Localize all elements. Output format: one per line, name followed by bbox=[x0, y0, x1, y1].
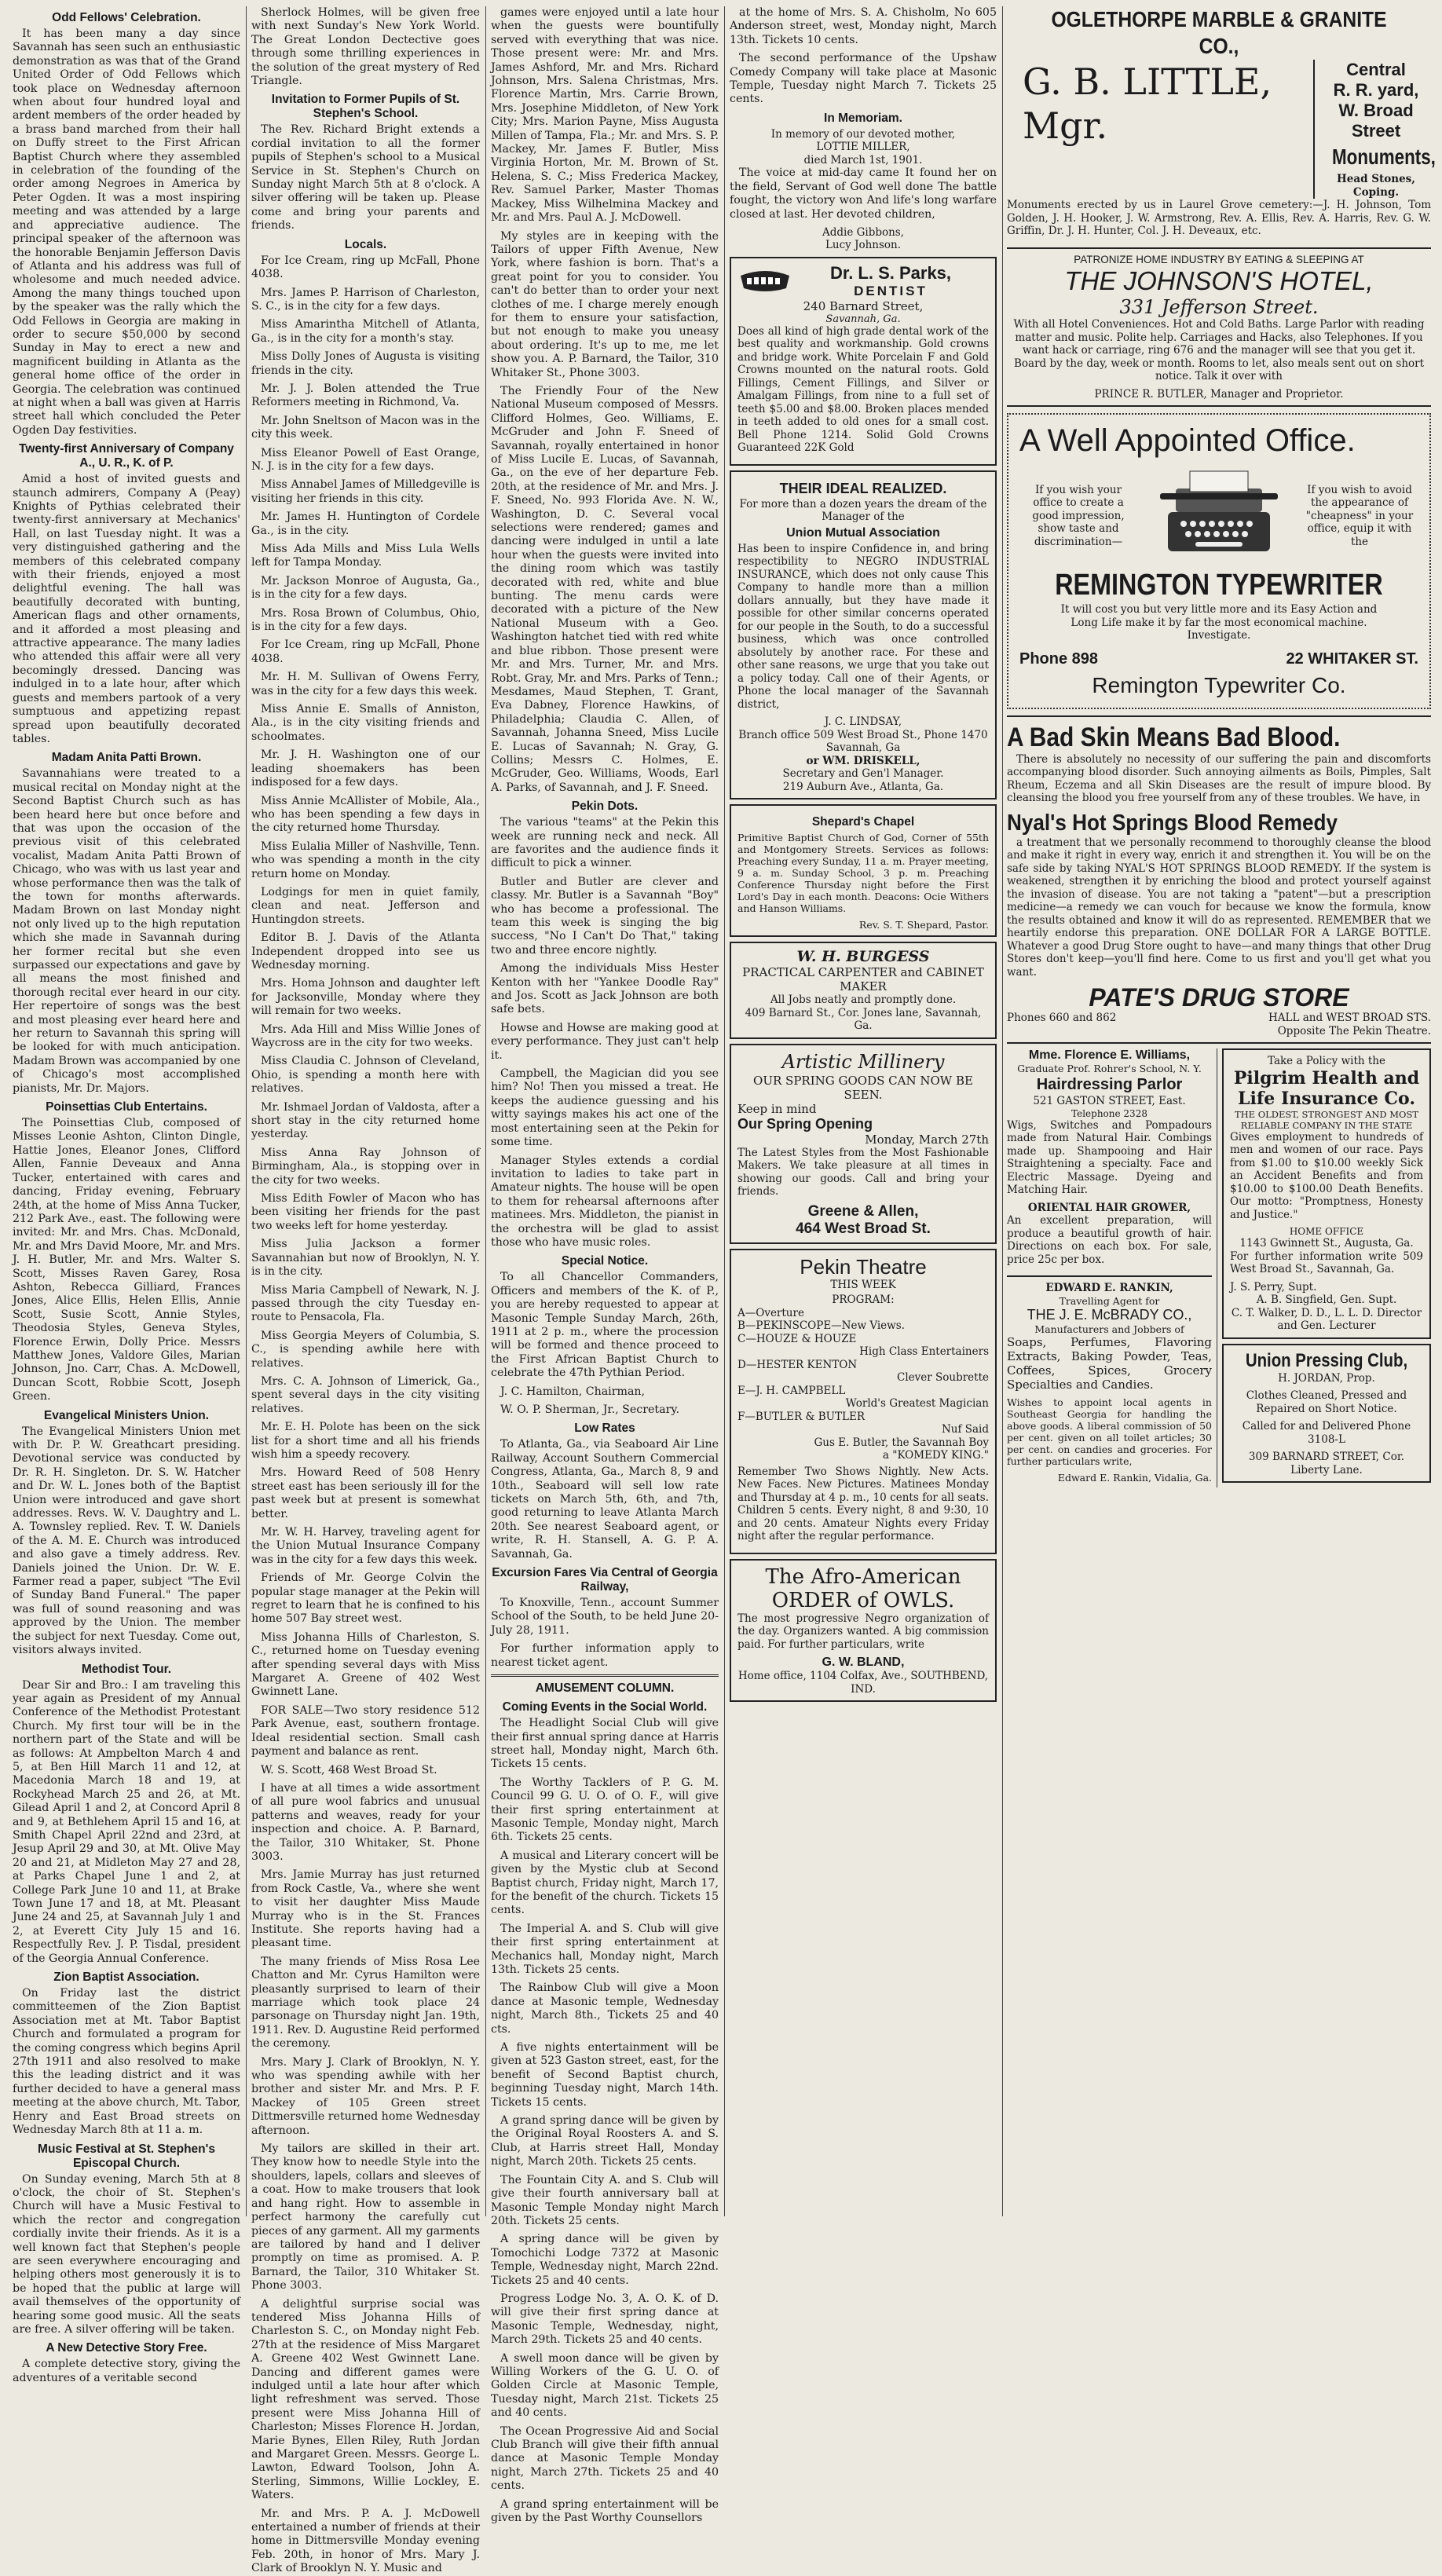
union-call: Called for and Delivered Phone 3108-L bbox=[1242, 1420, 1411, 1446]
pekin-program-item: Clever Soubrette bbox=[897, 1371, 989, 1385]
article-paragraph: Mr. W. H. Harvey, traveling agent for the Union Mutual Insurance Company was in the city for a few days this week. bbox=[251, 1526, 480, 1566]
union-mutual-ad bbox=[730, 470, 997, 800]
owls-title: The Afro-American ORDER of OWLS. bbox=[765, 1564, 961, 1612]
article-heading: Madam Anita Patti Brown. bbox=[51, 751, 202, 765]
article-paragraph: Miss Annabel James of Milledgeville is visiting her friends in this city. bbox=[251, 478, 480, 505]
oglethorpe-side-1: Central bbox=[1346, 60, 1406, 79]
pekin-program-item: Nuf Said bbox=[941, 1423, 989, 1436]
millinery-address: 464 West Broad St. bbox=[796, 1220, 931, 1237]
article-paragraph: Mr. Jackson Monroe of Augusta, Ga., is in the city for a few days. bbox=[251, 574, 480, 602]
article-paragraph: On Friday last the district committeemen of the Zion Baptist Association met at Mt. Tabor Baptist Church and formulated a program for the coming congress which begins April 27th 1911 and also resolved to make this the leading district and it was further decided to have a general mass meeting at the above church, Mt. Tabor, Henry and East Broad streets on Wednesday March 8th at 11 a. m. bbox=[13, 1987, 240, 2137]
ads-column bbox=[1004, 6, 1434, 2216]
article-paragraph: For further information apply to nearest ticket agent. bbox=[491, 1642, 719, 1669]
pilgrim-office-address: 1143 Gwinnett St., Augusta, Ga. bbox=[1239, 1237, 1414, 1250]
millinery-line2: Keep in mind bbox=[737, 1101, 817, 1116]
article-paragraph: Mrs. Ada Hill and Miss Willie Jones of Waycross are in the city for two weeks. bbox=[251, 1023, 480, 1049]
ideal-heading: THEIR IDEAL REALIZED. bbox=[779, 480, 947, 496]
dentist-title: DENTIST bbox=[854, 283, 928, 298]
williams-grower: ORIENTAL HAIR GROWER, bbox=[1027, 1201, 1191, 1214]
rankin-sub: Manufacturers and Jobbers of bbox=[1034, 1323, 1184, 1335]
millinery-line1: OUR SPRING GOODS CAN NOW BE SEEN. bbox=[753, 1073, 973, 1102]
badskin-headline: A Bad Skin Means Bad Blood. bbox=[1007, 722, 1341, 752]
article-heading: In Memoriam. bbox=[824, 111, 902, 125]
article-paragraph: Editor B. J. Davis of the Atlanta Independent dropped into see us Wednesday morning. bbox=[251, 931, 480, 971]
badskin-remedy: Nyal's Hot Springs Blood Remedy bbox=[1007, 810, 1338, 836]
millinery-opening: Our Spring Opening bbox=[737, 1115, 873, 1132]
pekin-program-item: C—HOUZE & HOUZE bbox=[737, 1332, 857, 1345]
remington-left-copy: If you wish your office to create a good impression, show taste and discrimination— bbox=[1032, 483, 1125, 548]
column-rule bbox=[1002, 6, 1003, 2216]
article-paragraph: The Imperial A. and S. Club will give their first spring entertainment at Mechanics hall, Monday night, March 13th. Tickets 25 cents. bbox=[491, 1922, 719, 1976]
pekin-program-item: E—J. H. CAMPBELL bbox=[737, 1384, 846, 1397]
union-prop: H. JORDAN, Prop. bbox=[1278, 1371, 1375, 1385]
article-heading: Evangelical Ministers Union. bbox=[43, 1408, 210, 1422]
article-paragraph: To Knoxville, Tenn., account Summer School of the South, to be held June 20-July 28, 1911. bbox=[491, 1597, 719, 1637]
williams-grower-body: An excellent preparation, will produce a beautiful growth of hair. Directions on each box. For sale, price 25c per box. bbox=[1007, 1214, 1212, 1266]
union-name: Union Pressing Club, bbox=[1245, 1349, 1408, 1371]
article-paragraph: Progress Lodge No. 3, A. O. K. of D. will give their first spring dance at Masonic Temple, Wednesday, night, March 29th. Tickets 25 and 40 cents. bbox=[491, 2292, 719, 2347]
union-pressing-club-ad bbox=[1222, 1344, 1431, 1484]
oglethorpe-manager: G. B. LITTLE, Mgr. bbox=[1023, 60, 1272, 147]
williams-name: Mme. Florence E. Williams, bbox=[1028, 1048, 1191, 1062]
article-heading: Invitation to Former Pupils of St. Stephen's School. bbox=[271, 93, 460, 121]
article-paragraph: Miss Georgia Meyers of Columbia, S. C., is spending awhile here with relatives. bbox=[251, 1329, 480, 1370]
johnsons-body: With all Hotel Conveniences. Hot and Cold Baths. Large Parlor with reading matter and music. Polite help. Carriages and Hacks, also Telephones. If you want hack or carriage, ring 676 and the manager will see that you get it. Board by the day, week or month. Rooms to let, also meals sent out on short notice. Talk it over with bbox=[1013, 318, 1425, 382]
article-paragraph: Among the individuals Miss Hester Kenton with her "Yankee Doodle Ray" and Jos. Scott as Jack Johnson are both safe bets. bbox=[491, 962, 719, 1016]
burgess-trade: PRACTICAL CARPENTER and CABINET MAKER bbox=[742, 965, 984, 994]
news-column-3 bbox=[486, 6, 723, 2525]
article-paragraph: On Sunday evening, March 5th at 8 o'clock, the choir of St. Stephen's Church will have a Music Festival to which the rector and congregation cordially invite their friends. As it is a well known fact that Stephen's people are seen everywhere encouraging and helping others most generously it is to be hoped that the public at large will avail themselves of the opportunity of hearing some good music. All the seats are free. A silver offering will be taken. bbox=[13, 2172, 240, 2336]
remington-body: It will cost you but very little more and its Easy Action and Long Life make it by far the most economical machine. Investigate. bbox=[1060, 603, 1378, 642]
oglethorpe-side-2: R. R. yard, bbox=[1333, 80, 1419, 100]
ideal-company: Union Mutual Association bbox=[786, 525, 940, 540]
article-paragraph: Mr. and Mrs. P. A. J. McDowell entertained a number of friends at their home in Dittmersville Monday evening Feb. 20th, in honor of Mrs. Mary J. Clark of Brooklyn N. Y. Music and bbox=[251, 2507, 480, 2575]
centered-line: Addie Gibbons, bbox=[822, 225, 905, 239]
article-paragraph: A musical and Literary concert will be given by the Mystic club at Second Baptist church, Friday night, March 17, for the benefit of the church. Tickets 15 cents. bbox=[491, 1849, 719, 1917]
centered-line: Lucy Johnson. bbox=[825, 239, 902, 252]
article-paragraph: Mrs. Rosa Brown of Columbus, Ohio, is in the city for a few days. bbox=[251, 606, 480, 634]
dentist-address: 240 Barnard Street, bbox=[803, 298, 924, 313]
dentist-city: Savannah, Ga. bbox=[825, 313, 901, 325]
article-heading: Zion Baptist Association. bbox=[53, 1970, 199, 1985]
rankin-sign: Edward E. Rankin, Vidalia, Ga. bbox=[1057, 1471, 1212, 1484]
article-paragraph: J. C. Hamilton, Chairman, bbox=[500, 1385, 646, 1398]
rankin-firm: THE J. E. McBRADY CO., bbox=[1027, 1306, 1192, 1323]
article-paragraph: A grand spring dance will be given by the Original Royal Roosters A. and S. Club, at Harris street Hall, Monday night, March 20th. Tickets 25 cents. bbox=[491, 2114, 719, 2168]
article-paragraph: games were enjoyed until a late hour when the guests were bountifully served with everything that was nice. Those present were: Mr. and Mrs. James Ashford, Mr. and Mrs. Richard Johnson, Mrs. Salena Christmas, Mrs. Florence Martin, Mrs. Carrie Brown, Mrs. Josephine Middleton, of New York City; Mrs. Marion Payne, Miss Augusta Millen of Tampa, Fla.; Mr. and Mrs. S. P. Mackey, Mr. James F. Butler, Miss Virginia Horton, Mr. M. Brown of St. Helena, S. C.; Miss Frederica Mackey, Rev. Samuel Parker, Master Thomas Mackey, Miss Wilhelmina Mackey and Mr. and Mrs. Paul A. J. McDowell. bbox=[491, 6, 719, 225]
article-paragraph: A complete detective story, giving the adventures of a veritable second bbox=[13, 2358, 240, 2384]
johnsons-address: 331 Jefferson Street. bbox=[1119, 296, 1319, 318]
ideal-or: or WM. DRISKELL, bbox=[806, 754, 920, 767]
article-paragraph: The Poinsettias Club, composed of Misses Leonie Ashton, Clinton Dingle, Hattie Jones, Eleanor Jones, Clifford Allen, Fannie Deveaux and Anna Tucker, entertained with cares and dancing, Friday evening, February 24th, at the home of Miss Anna Tucker, 212 Park Ave., east. The following were invited: Mr. and Mrs. Chas. McDonald, Mr. and Mrs David Moore, Mr. and Mrs. J. H. Butler, Mr. and Mrs. Walter S. Scott, Misses Raven Garey, Rosa Ashton, Rebecca Gilliard, Frances Jones, Alice Ellis, Helen Ellis, Annie Scott, Susie Scott, Annie Styles, Theodosia Styles, Geneva Styles, Florence Erwin, Dolly Price. Messrs Matthew Jones, Valdore Giles, Marian Johnson, Jno. Carr, Chas. A. McDowell, Duncan Scott, Robbie Scott, Joseph Green. bbox=[13, 1117, 240, 1403]
millinery-date: Monday, March 27th bbox=[865, 1132, 989, 1147]
article-paragraph: The many friends of Miss Rosa Lee Chatton and Mr. Cyrus Hamilton were pleasantly surprised to learn of their marriage which took place 24 parsonage on Thursday night Jan. 19th, 1911. Rev. D. Augustine Reid performed the ceremony. bbox=[251, 1955, 480, 2051]
remington-name: REMINGTON TYPEWRITER bbox=[1055, 569, 1383, 602]
owls-name: G. W. BLAND, bbox=[822, 1656, 905, 1670]
pilgrim-body: Gives employment to hundreds of men and women of our race. Pays from $1.00 to $10.00 weekly Sick an Accident Benefits and from $10.00 to $100.00 Death Benefits. Our motto: "Promptness, Honesty and Justice." bbox=[1230, 1130, 1423, 1221]
article-paragraph: The Evangelical Ministers Union met with Dr. P. W. Greathcart presiding. Devotional service was conducted by Dr. R. H. Singleton. Dr. S. W. Hatcher and Dr. W. L. Jones both of the Baptist Union were introduced and gave short addresses. Revs. W. V. Daughtry and L. A. Townsley replied. Rev. T. W. Daniels of the A. M. E. Church was introduced and also gave a timely address. Rev. Daniels joined the Union. Dr. W. E. Farmer read a paper, subject "The Evil of Sunday Band Funeral." The paper was full of sound reasoning and was approved by the Union. The member the subject for next Tuesday. Come out, visitors always invited. bbox=[13, 1425, 240, 1657]
burgess-name: W. H. BURGESS bbox=[796, 948, 930, 966]
article-paragraph: Miss Eulalia Miller of Nashville, Tenn. who was spending a month in the city return home on Monday. bbox=[251, 840, 480, 880]
ideal-manager: J. C. LINDSAY, bbox=[824, 715, 902, 729]
article-paragraph: Miss Dolly Jones of Augusta is visiting friends in the city. bbox=[251, 350, 480, 377]
article-heading: Excursion Fares Via Central of Georgia Railway, bbox=[492, 1566, 718, 1594]
article-heading: Low Rates bbox=[574, 1422, 635, 1436]
williams-tel: Telephone 2328 bbox=[1071, 1107, 1147, 1119]
article-paragraph: Mr. E. H. Polote has been on the sick list for a short time and all his friends wish him a speedy recovery. bbox=[251, 1421, 480, 1461]
article-paragraph: Mrs. Homa Johnson and daughter left for Jacksonville, Monday where they will remain for two weeks. bbox=[251, 977, 480, 1018]
union-address: 309 BARNARD STREET, Cor. Liberty Lane. bbox=[1248, 1451, 1405, 1476]
johnsons-hotel-ad bbox=[1007, 249, 1431, 408]
article-paragraph: Mr. J. H. Washington one of our leading shoemakers has been indisposed for a few days. bbox=[251, 748, 480, 789]
ideal-body: Has been to inspire Confidence in, and bring respectibility to NEGRO INDUSTRIAL INSURANCE, which does not only cause This Company to handle more than a million dollars annually, but they have made it possible for other similar concerns operated for our people in the South, to do a successful business, which was once controlled absolutely by another race. For these and other sane reasons, we urge that you take out a policy today. Call one of their Agents, or Phone the local manager of the Savannah district, bbox=[737, 542, 989, 711]
owls-address: Home office, 1104 Colfax, Ave., SOUTHBEND, IND. bbox=[737, 1670, 989, 1696]
pekin-week: THIS WEEK bbox=[830, 1278, 896, 1291]
article-heading: Pekin Dots. bbox=[571, 800, 639, 814]
article-heading: A New Detective Story Free. bbox=[46, 2341, 207, 2355]
article-paragraph: It has been many a day since Savannah has seen such an enthusiastic demonstration as was that of the Grand United Order of Odd Fellows which took place on Wednesday afternoon when about four hundred loyal and ardent members of the order headed by a brass band marched from their hall on Duffy street to the First African Baptist Church where they assembled in celebration of the founding of the order among Negroes in America by Peter Ogden. It was a most inspiring meeting and was attended by a large and appreciative audience. The principal speaker of the afternoon was the honorable Benjamin Jefferson Davis of Atlanta and his address was full of wholesome and much needed advice. Among the many things touched upon by the speaker was the rally which the Odd Fellows in Georgia are making in order to secure $50,000 by second Sunday in May to erect a new and magnificent building in Atlanta as the general home office of the order in Georgia. The celebration was continued at night when a ball was given at Harris street hall which concluded the Peter Ogden Day festivities. bbox=[13, 27, 240, 437]
article-paragraph: FOR SALE—Two story residence 512 Park Avenue, east, southern frontage. Ideal residential section. Small cash payment and balance as rent. bbox=[251, 1703, 480, 1758]
williams-body: Wigs, Switches and Pompadours made from Natural Hair. Combings made up. Shampooing and Hair Straightening a specialty. Face and Electric Massage. Dyeing and Matching Hair. bbox=[1007, 1118, 1212, 1196]
article-paragraph: Mrs. Mary J. Clark of Brooklyn, N. Y. who was spending awhile with her brother and sister Mr. and Mrs. P. F. Mackey of 105 Green street Dittmersville returned home Wednesday afternoon. bbox=[251, 2055, 480, 2137]
article-heading: Music Festival at St. Stephen's Episcopal Church. bbox=[38, 2142, 215, 2170]
oglethorpe-body: Monuments erected by us in Laurel Grove cemetery:—J. H. Johnson, Tom Golden, J. H. Hooker, J. W. Armstrong, Rev. A. Ellis, Rev. A. Harris, Rev. G. W. Griffin, Dr. J. H. Hunter, Col. J. H. Deveaux, etc. bbox=[1007, 199, 1431, 237]
article-paragraph: A swell moon dance will be given by Willing Workers of the G. U. O. of Golden Circle at Masonic Temple, Tuesday night, March 21st. Tickets 25 and 40 cents. bbox=[491, 2351, 719, 2420]
news-column-4 bbox=[725, 6, 1001, 2216]
badskin-address-1: HALL and WEST BROAD STS. bbox=[1268, 1012, 1431, 1024]
centered-line: died March 1st, 1901. bbox=[803, 153, 923, 166]
article-paragraph: Miss Ada Mills and Miss Lula Wells left for Tampa Monday. bbox=[251, 543, 480, 569]
millinery-firm: Greene & Allen, bbox=[807, 1202, 919, 1220]
article-paragraph: A five nights entertainment will be given at 523 Gaston street, east, for the benefit of Second Baptist church, beginning Tuesday night, March 14th. Tickets 15 cents. bbox=[491, 2041, 719, 2109]
badskin-body1: There is absolutely no necessity of our suffering the pain and discomforts accompanying blood disorder. Such annoying ailments as Boils, Pimples, Salt Rheum, Eczema and all Skin Diseases are the result of impure blood. By cleansing the blood you free yourself from any of these troubles. We have, in bbox=[1007, 752, 1431, 804]
johnsons-title: THE JOHNSON'S HOTEL, bbox=[1064, 266, 1374, 295]
article-paragraph: Mrs. Howard Reed of 508 Henry street east has been seriously ill for the past week but at present is somewhat better. bbox=[251, 1466, 480, 1520]
ideal-secretary: Secretary and Gen'l Manager. bbox=[782, 767, 944, 781]
article-paragraph: The Rev. Richard Bright extends a cordial invitation to all the former pupils of Stephen's school to a Musical Service in St. Stephen's Church on Sunday night March 5th at 8 o'clock. A silver offering will be taken up. Please come and bring your parents and friends. bbox=[251, 123, 480, 232]
article-heading: Odd Fellows' Celebration. bbox=[52, 11, 201, 24]
article-paragraph: Miss Johanna Hills of Charleston, S. C., returned home on Tuesday evening after spending several days with Miss Margaret A. Greene of 402 West Gwinnett Lane. bbox=[251, 1630, 480, 1699]
article-paragraph: Mrs. C. A. Johnson of Limerick, Ga., spent several days in the city visiting relatives. bbox=[251, 1374, 480, 1415]
oglethorpe-side-3: W. Broad bbox=[1338, 101, 1414, 120]
pekin-program-item: A—Overture bbox=[737, 1306, 804, 1319]
article-paragraph: To all Chancellor Commanders, Officers and members of the K. of P., you are hereby requested to appear at Masonic Temple Sunday March, 26th, 1911 at 2 p. m., where the procession will be formed and thence proceed to the First African Baptist Church to celebrate the 47th Pythian Period. bbox=[491, 1271, 719, 1380]
burgess-ad bbox=[730, 942, 997, 1039]
pekin-program-item: Gus E. Butler, the Savannah Boy bbox=[814, 1436, 989, 1449]
newspaper-page bbox=[8, 6, 1436, 2575]
article-paragraph: Lodgings for men in quiet family, clean and neat. Jefferson and Huntingdon streets. bbox=[251, 885, 480, 926]
johnsons-owner: PRINCE R. BUTLER, Manager and Proprietor. bbox=[1094, 387, 1344, 401]
pilgrim-lead: Take a Policy with the bbox=[1268, 1055, 1385, 1067]
article-paragraph: at the home of Mrs. S. A. Chisholm, No 605 Anderson street, west, Monday night, March 13th. Tickets 10 cents. bbox=[730, 6, 997, 46]
pekin-theatre-ad bbox=[730, 1249, 997, 1554]
pekin-program-item: World's Greatest Magician bbox=[845, 1397, 989, 1411]
williams-address: 521 GASTON STREET, East. bbox=[1033, 1095, 1186, 1107]
badskin-phones: Phones 660 and 862 bbox=[1007, 1012, 1117, 1024]
rankin-ad bbox=[1007, 1277, 1212, 1484]
dentist-name: Dr. L. S. Parks, bbox=[829, 262, 952, 283]
article-heading: Coming Events in the Social World. bbox=[502, 1700, 708, 1714]
millinery-title: Artistic Millinery bbox=[781, 1050, 945, 1073]
teeth-icon bbox=[737, 268, 792, 295]
article-paragraph: Mr. John Sneltson of Macon was in the city this week. bbox=[251, 414, 480, 441]
pekin-title: Pekin Theatre bbox=[800, 1254, 927, 1279]
centered-line: In memory of our devoted mother, bbox=[770, 127, 956, 141]
ideal-hq: 219 Auburn Ave., Atlanta, Ga. bbox=[782, 780, 944, 793]
article-paragraph: A delightful surprise social was tendered Miss Johanna Hills of Charleston S. C., on Monday night Feb. 27th at the residence of Miss Margaret A. Greene 402 West Gwinnett Lane. Dancing and different games were indulged until a late hour after which light refreshment was served. Those present were Miss Johanna Hill of Charleston; Misses Florence H. Jordan, Marie Bynes, Ellen Riley, Ruth Jordan and Margaret Green. Messrs. George L. Lawton, Edward Toolson, John A. Sterling, Simmons, Willie Lockley, E. Waters. bbox=[251, 2297, 480, 2502]
article-paragraph: Dear Sir and Bro.: I am traveling this year again as President of my Annual Conference of the Methodist Protestant Church. My first tour will be in the northern part of the State and will be as follows: At Ampbelton March 4 and 5, at Ben Hill March 11 and 12, at Macedonia March 18 and 19, at Rockyhead March 25 and 26, at Mt. Gilead April 1 and 2, at Concord April 8 and 9, at Bethlehem April 15 and 16, at Smith Chapel April 22nd and 23rd, at Jesup April 29 and 30, at Mt. Olive May 20 and 21, at Midleton May 27 and 28, at Parks Chapel June 1 and 2, at College Park June 10 and 11, at Brake Town June 17 and 18, at Mt. Pleasant June 24 and 25, at Savannah July 1 and 2, at Everett City July 15 and 16. Respectfully Rev. J. P. Tisdal, president of the Georgia Annual Conference. bbox=[13, 1678, 240, 1965]
news-column-2 bbox=[247, 6, 485, 2575]
article-paragraph: I have at all times a wide assortment of all pure wool fabrics and unusual patterns and weaves, ready for your inspection and choice. A. P. Barnard, the Tailor, 310 Whitaker, St. Phone 3003. bbox=[251, 1781, 480, 1863]
article-heading: Methodist Tour. bbox=[81, 1662, 172, 1676]
owls-ad bbox=[730, 1559, 997, 1703]
article-paragraph: Mr. Ishmael Jordan of Valdosta, after a short stay in the city returned home yesterday. bbox=[251, 1100, 480, 1141]
article-paragraph: The various "teams" at the Pekin this week are running neck and neck. All are favorites and the audience finds it difficult to pick a winner. bbox=[491, 816, 719, 870]
pekin-program-list bbox=[737, 1307, 989, 1462]
article-paragraph: The Ocean Progressive Aid and Social Club Branch will give their fifth annual dance at Masonic Temple Monday night, March 27th. Tickets 25 and 40 cents. bbox=[491, 2424, 719, 2493]
pekin-program-item: D—HESTER KENTON bbox=[737, 1358, 858, 1371]
article-paragraph: For Ice Cream, ring up McFall, Phone 4038. bbox=[251, 639, 480, 665]
article-paragraph: Miss Annie McAllister of Mobile, Ala., who has been spending a few days in the city returned home Thursday. bbox=[251, 794, 480, 835]
news-column-1 bbox=[8, 6, 245, 2384]
remington-headline: A Well Appointed Office. bbox=[1019, 423, 1356, 458]
article-paragraph: Miss Maria Campbell of Newark, N. J. passed through the city Tuesday en-route to Pensacola, Fla. bbox=[251, 1283, 480, 1324]
article-paragraph: A grand spring entertainment will be given by the Past Worthy Counsellors bbox=[491, 2497, 719, 2525]
pekin-program-item: a "KOMEDY KING." bbox=[882, 1449, 989, 1462]
remington-company: Remington Typewriter Co. bbox=[1092, 672, 1346, 697]
article-heading: AMUSEMENT COLUMN. bbox=[535, 1681, 675, 1696]
article-paragraph: Manager Styles extends a cordial invitation to ladies to take part in Amateur nights. The house will be open to them for rehearsal afternoons after matinees. Mrs. Middleton, the pianist in the orchestra will be glad to assist those who have music roles. bbox=[491, 1154, 719, 1249]
article-heading: Poinsettias Club Entertains. bbox=[46, 1100, 207, 1114]
article-paragraph: W. S. Scott, 468 West Broad St. bbox=[261, 1763, 437, 1776]
article-paragraph: A spring dance will be given by Tomochichi Lodge 7372 at Masonic Temple, Wednesday night, March 22nd. Tickets 25 and 40 cents. bbox=[491, 2233, 719, 2287]
badskin-store: PATE'S DRUG STORE bbox=[1089, 983, 1349, 1012]
williams-grad: Graduate Prof. Rohrer's School, N. Y. bbox=[1017, 1063, 1202, 1074]
shepard-sign: Rev. S. T. Shepard, Pastor. bbox=[858, 919, 989, 931]
article-paragraph: W. O. P. Sherman, Jr., Secretary. bbox=[500, 1403, 679, 1416]
remington-street: 22 WHITAKER ST. bbox=[1286, 649, 1418, 668]
pilgrim-director: C. T. Walker, D. D., L. L. D. Director and Gen. Lecturer bbox=[1231, 1306, 1422, 1332]
oglethorpe-monuments: Monuments, bbox=[1332, 145, 1436, 169]
williams-hairdressing-ad bbox=[1007, 1048, 1212, 1277]
owls-body: The most progressive Negro organization of the day. Organizers wanted. A big commission paid. For further particulars, write bbox=[737, 1612, 989, 1651]
parks-dentist-ad bbox=[730, 257, 997, 466]
oglethorpe-side-4: Street bbox=[1351, 121, 1401, 141]
pilgrim-gen-supt: A. B. Singfield, Gen. Supt. bbox=[1256, 1293, 1397, 1306]
pekin-program-item: B—PEKINSCOPE—New Views. bbox=[737, 1319, 905, 1333]
pates-drug-store-ad bbox=[1007, 715, 1431, 1045]
oglethorpe-headstones: Head Stones, Coping. bbox=[1337, 173, 1415, 199]
article-paragraph: The Headlight Social Club will give their first annual spring dance at Harris street hall, Monday night, March 6th. Tickets 15 cents. bbox=[491, 1717, 719, 1771]
pekin-program-item: F—BUTLER & BUTLER bbox=[737, 1410, 866, 1423]
shepard-heading: Shepard's Chapel bbox=[811, 815, 915, 829]
article-paragraph: Friends of Mr. George Colvin the popular stage manager at the Pekin will regret to learn that he is confined to his home 507 Bay street west. bbox=[251, 1572, 480, 1626]
pekin-program-label: PROGRAM: bbox=[832, 1293, 895, 1307]
article-paragraph: Mr. J. J. Bolen attended the True Reformers meeting in Richmond, Va. bbox=[251, 382, 480, 409]
union-body: Clothes Cleaned, Pressed and Repaired on Short Notice. bbox=[1246, 1389, 1407, 1415]
ideal-lead: For more than a dozen years the dream of the Manager of the bbox=[739, 497, 987, 524]
pekin-program-item: High Class Entertainers bbox=[859, 1345, 989, 1359]
article-paragraph: Miss Amarintha Mitchell of Atlanta, Ga., is in the city for a month's stay. bbox=[251, 318, 480, 345]
dentist-body: Does all kind of high grade dental work of the best quality and workmanship. Gold crowns and bridge work. White Porcelain F and Gold Crowns mounted on the natural roots. Gold Fillings, Cement Fillings, and Silver or Amalgam Fillings, from nine to a full set of teeth $5.00 and $8.00. Broken places mended in teeth added to old ones for a small cost. Bell Phone 1214. Solid Gold Crowns Guaranteed 22K Gold bbox=[737, 324, 989, 455]
article-paragraph: Miss Anna Ray Johnson of Birmingham, Ala., is stopping over in the city for two weeks. bbox=[251, 1146, 480, 1187]
oglethorpe-title: OGLETHORPE MARBLE & GRANITE CO., bbox=[1051, 7, 1387, 58]
article-paragraph: Miss Annie E. Smalls of Anniston, Ala., is in the city visiting friends and schoolmates. bbox=[251, 703, 480, 743]
pekin-body: Remember Two Shows Nightly. New Acts. New Faces. New Pictures. Matinees Monday and Thursday at 4 p. m., 10 cents for all seats. Children 5 cents. Every night, 8 and 9:30, 10 and 20 cents. Amateur Nights every Friday night after the regular performance. bbox=[737, 1465, 989, 1543]
rankin-body: Wishes to appoint local agents in Southeast Georgia for handling the above goods. A liberal commission of 50 per cent. given on all toilet articles; 30 per cent. on candies and groceries. For further particulars write, bbox=[1007, 1396, 1212, 1467]
article-paragraph: The Friendly Four of the New National Museum composed of Messrs. Clifford Holmes, Geo. Williams, E. McGruder and John F. Sneed of Savannah, royally entertained in honor of Miss Lucile E. Lucas, of Savannah, Ga., on the eve of her departure Feb. 20th, at the residence of Mr. and Mrs. J. F. Sneed, No. 993 Florida Ave. N. W., Washington, D. C. Several vocal selections were rendered; games and dancing were indulged in until a late hour when the guests were invited into the dining room which was tastily decorated with red, white and blue bunting. The menu cards were decorated with a picture of the New National Museum with a Geo. Washington hatchet tied with red white and blue ribbon. Those present were Mr. and Mrs. Turner, Mr. and Mrs. Robt. Gray, Mr. and Mrs. Parks of Tenn.; Mesdames, Maud Stephen, T. Grant, Eva Dabney, Florence Hawkins, of Philadelphia; Claudia C. Allen, of Savannah, Johanna Sneed, Miss Lucile E. Lucas of Savannah; N. Gray, G. Collins; Messrs C. Holmes, E. McGruder, Geo. Williams, Woods, Earl A. Parks, of Savannah, and J. F. Sneed. bbox=[491, 384, 719, 794]
article-paragraph: The Worthy Tacklers of P. G. M. Council 99 G. U. O. of O. F., will give their first spring entertainment at Masonic Temple, Monday night, March 6th. Tickets 25 cents. bbox=[491, 1776, 719, 1844]
pilgrim-further: For further information write 509 West Broad St., Savannah, Ga. bbox=[1230, 1250, 1423, 1275]
section-divider bbox=[491, 1674, 719, 1677]
badskin-body2: a treatment that we personally recommend to thoroughly cleanse the blood and make it right in every way, enrich it and strengthen it. You will be on the safe side by taking NYAL'S HOT SPRINGS BLOOD REMEDY. If the system is weakened, strengthen it by enriching the blood and protect yourself against the invasion of disease. You are not taking a "patent"—but a prescription medicine—a remedy we can vouch for because we know the formula, know the results obtained and know it will do as represented. REMEMBER that we heartily endorse this preparation. ONE DOLLAR FOR A LARGE BOTTLE. Whatever a good Drug Store ought to have—and many things that other Drug Stores don't keep—you'll find here. Come to us first and you'll get what you want. bbox=[1007, 836, 1431, 979]
millinery-body: The Latest Styles from the Most Fashionable Makers. We take pleasure at all times in showing our goods. Call and bring your friends. bbox=[737, 1146, 989, 1198]
shepard-body: Primitive Baptist Church of God, Corner of 55th and Montgomery Streets. Services as follows: Preaching every Sunday, 11 a. m. Prayer meeting, 9 a. m. Sunday School, 3 p. m. Preaching Conference Thursday night before the First Lord's Day in each month. Deacons: Ocie Withers and Hanson Williams. bbox=[737, 832, 989, 915]
pilgrim-supt: J. S. Perry, Supt. bbox=[1230, 1280, 1317, 1293]
article-paragraph: Mr. H. M. Sullivan of Owens Ferry, was in the city for a few days this week. bbox=[251, 671, 480, 697]
article-paragraph: Mr. James H. Huntington of Cordele Ga., is in the city. bbox=[251, 510, 480, 537]
article-paragraph: The Rainbow Club will give a Moon dance at Masonic temple, Wednesday night, March 8th., Tickets 25 and 40 cts. bbox=[491, 1981, 719, 2036]
millinery-ad bbox=[730, 1044, 997, 1244]
article-paragraph: Sherlock Holmes, will be given free with next Sunday's New York World. The Great London Dectective goes through some thrilling experiences in the solution of the great mystery of Red Triangle. bbox=[251, 6, 480, 88]
article-heading: Twenty-first Anniversary of Company A., U. R., K. of P. bbox=[19, 442, 234, 470]
article-paragraph: Miss Edith Fowler of Macon who has been visiting her friends for the past two weeks left for home yesterday. bbox=[251, 1192, 480, 1232]
pilgrim-name: Pilgrim Health and Life Insurance Co. bbox=[1233, 1067, 1420, 1109]
article-paragraph: Miss Julia Jackson a former Savannahian but now of Brooklyn, N. Y. is in the city. bbox=[251, 1238, 480, 1279]
article-paragraph: Howse and Howse are making good at every performance. They just can't help it. bbox=[491, 1021, 719, 1062]
rankin-goods: Soaps, Perfumes, Flavoring Extracts, Baking Powder, Teas, Coffees, Spices, Grocery Specialties and Candies. bbox=[1007, 1334, 1212, 1392]
ideal-branch: Branch office 509 West Broad St., Phone 1470 Savannah, Ga bbox=[738, 728, 988, 755]
article-paragraph: To Atlanta, Ga., via Seaboard Air Line Railway, Account Southern Commercial Congress, Atlanta, Ga., March 8, 9 and 10th., Seaboard will sell low rate tickets on March 5th, 6th, and 7th, good returning to leave Atlanta March 20th. See nearest Seaboard agent, or write, R. H. Stansell, A. G. P. A. Savannah, Ga. bbox=[491, 1438, 719, 1561]
badskin-address-2: Opposite The Pekin Theatre. bbox=[1277, 1024, 1431, 1037]
article-paragraph: The Fountain City A. and S. Club will give their fourth anniversary ball at Masonic Temple Monday night March 20th. Tickets 25 cents. bbox=[491, 2173, 719, 2227]
pilgrim-office: HOME OFFICE bbox=[1289, 1226, 1364, 1237]
rankin-name: EDWARD E. RANKIN, bbox=[1045, 1282, 1173, 1294]
article-paragraph: Butler and Butler are clever and classy. Mr. Butler is a Savannah "Boy" who has become a professional. The team this week is singing the big success, "No I Can't Do That," taking two and three encore nightly. bbox=[491, 875, 719, 957]
article-paragraph: Miss Eleanor Powell of East Orange, N. J. is in the city for a few days. bbox=[251, 446, 480, 473]
article-paragraph: My tailors are skilled in their art. They know how to needle Style into the shoulders, lapels, collars and sleeves of a coat. How to make trousers that look and hang right. How to assemble in perfect harmony the carefully cut pieces of any garment. All my garments are tailored by hand and I deliver promptly on time as promised. A. P. Barnard, the Tailor, 310 Whitaker St. Phone 3003. bbox=[251, 2142, 480, 2292]
oglethorpe-ad bbox=[1007, 6, 1436, 249]
remington-phone: Phone 898 bbox=[1019, 649, 1099, 668]
article-paragraph: Campbell, the Magician did you see him? No! Then you missed a treat. He keeps the audience guessing and his witty sayings makes his act one of the most entertaining seen at the Pekin for some time. bbox=[491, 1067, 719, 1149]
article-paragraph: My styles are in keeping with the Tailors of upper Fifth Avenue, New York, where fashion is born. That's a great point for you to consider. You can't do better than to order your next clothes of me. I charge merely enough for them to ensure your satisfaction, but not enough to make you uneasy about ordering. It's up to me, me let show you. A. P. Barnard, the Tailor, 310 Whitaker St., Phone 3003. bbox=[491, 229, 719, 379]
pilgrim-tag: THE OLDEST, STRONGEST AND MOST RELIABLE COMPANY IN THE STATE bbox=[1234, 1108, 1419, 1131]
burgess-jobs: All Jobs neatly and promptly done. bbox=[770, 993, 957, 1007]
article-paragraph: For Ice Cream, ring up McFall, Phone 4038. bbox=[251, 254, 480, 281]
article-paragraph: The voice at mid-day came It found her on the field, Servant of God well done The battle fought, the victory won And life's long warfare closed at last. Her devoted children, bbox=[730, 166, 997, 221]
rankin-role: Travelling Agent for bbox=[1059, 1294, 1160, 1307]
shepard-chapel-notice bbox=[730, 804, 997, 937]
centered-line: LOTTIE MILLER, bbox=[816, 141, 910, 154]
remington-ad bbox=[1007, 413, 1431, 709]
williams-parlor: Hairdressing Parlor bbox=[1036, 1076, 1183, 1093]
pilgrim-insurance-ad bbox=[1222, 1048, 1431, 1339]
article-heading: Locals. bbox=[344, 237, 387, 251]
typewriter-icon bbox=[1152, 465, 1286, 567]
article-paragraph: Mrs. Jamie Murray has just returned from Rock Castle, Va., where she went to visit her daughter Miss Maude Murray who is in the St. Frances Institute. She reports having had a pleasant time. bbox=[251, 1868, 480, 1950]
remington-right-copy: If you wish to avoid the appearance of "cheapness" in your office, equip it with the bbox=[1305, 483, 1414, 548]
article-paragraph: Miss Claudia C. Johnson of Cleveland, Ohio, is spending a month here with relatives. bbox=[251, 1055, 480, 1096]
burgess-address: 409 Barnard St., Cor. Jones lane, Savannah, Ga. bbox=[745, 1006, 982, 1033]
article-paragraph: The second performance of the Upshaw Comedy Company will take place at Masonic Temple, Tuesday night March 7. Tickets 25 cents. bbox=[730, 52, 997, 106]
article-paragraph: Mrs. James P. Harrison of Charleston, S. C., is in the city for a few days. bbox=[251, 286, 480, 313]
article-paragraph: Amid a host of invited guests and staunch admirers, Company A (Peay) Knights of Pythias celebrated their twenty-first anniversary at Mechanics' Hall, on last Tuesday night. It was a very distinguished gathering and the members of this celebrated company with their friends, enjoyed a most delightful evening. The hall was beautifully decorated with bunting, American flags and other ornaments, and it afforded a most pleasing and attractive appearance. The many ladies who attended this affair were all very becomingly dressed. Dancing was indulged in to a late hour, after which guests and members partook of a very sumptuous and appetizing repast spread upon beautifully decorated tables. bbox=[13, 473, 240, 745]
article-paragraph: Savannahians were treated to a musical recital on Monday night at the Second Baptist Church such as has been heard here but once before and that was upon the occasion of the previous visit of this celebrated vocalist, Madam Anita Patti Brown of Chicago, who was with us last year and whose performance then was the talk of the town for months afterwards. Madam Brown on last Monday night not only lived up to the high reputation which she made in Savannah during her former recital but she even surpassed our expectations and gave by all means the most finished and thorough recital ever heard in our city. Her repertoire of songs was the best and most pleasing ever heard here and her return to Savannah this spring will be looked for with much anticipation. Madam Brown was accompanied by one of Chicago's most accomplished pianists, Mr. Dr. Majors. bbox=[13, 767, 240, 1095]
article-heading: Special Notice. bbox=[561, 1254, 649, 1268]
johnsons-patronize: PATRONIZE HOME INDUSTRY BY EATING & SLEEPING AT bbox=[1074, 253, 1364, 265]
